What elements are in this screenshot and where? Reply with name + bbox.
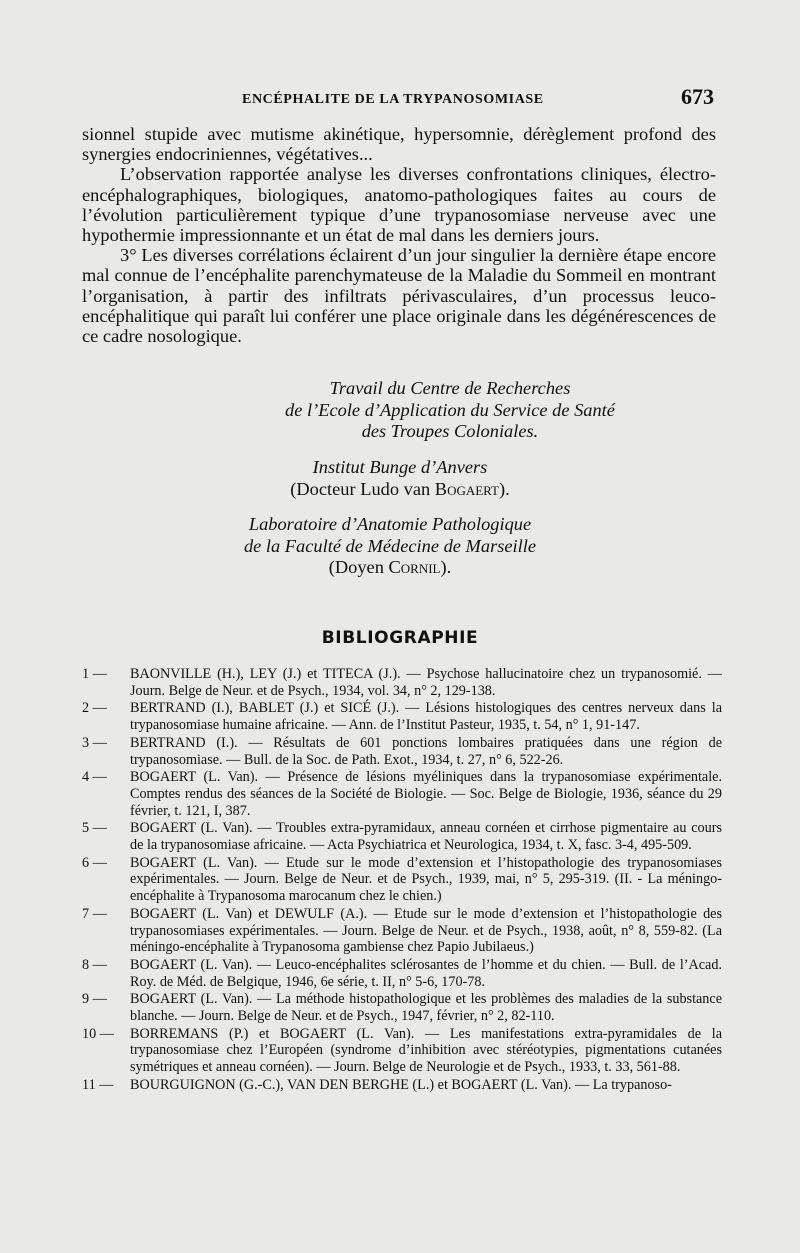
affiliation-line: Travail du Centre de Recherches [329,378,571,398]
reference-text: BAONVILLE (H.), LEY (J.) et TITECA (J.). — Psychose hallucinatoire chez un trypanosomié. — Journ. Belge de Neur. et de Psych., 1934, vol. 34, n° 2, 129-138. [130,666,722,699]
affiliation-block [150,378,750,443]
affiliation-line: Laboratoire d’Anatomie Pathologique [248,514,532,534]
reference-text: BOGAERT (L. Van). — La méthode histopathologique et les problèmes des maladies de la substance blanche. — Journ. Belge de Neur. et de Psych., 1947, février, n° 2, 82-110. [130,991,722,1025]
reference-item [82,957,722,990]
affiliation-line: Institut Bunge d’Anvers [312,457,488,477]
reference-number: 1 — [82,666,107,682]
reference-text: BOGAERT (L. Van) et DEWULF (A.). — Etude sur le mode d’extension et l’histopathologie des trypanosomiases expérimentales. — Journ. Belge de Neur. et de Psych., 1938, août, n° 8, 559-82. (La méningo-encéphalite à Trypanosoma gambiense chez Papio Jubilaeus.) [130,905,722,956]
director-suffix: ). [499,478,510,499]
reference-item [82,820,722,853]
paragraph: sionnel stupide avec mutisme akinétique, hypersomnie, dérèglement profond des synergies endocriniennes, végétatives... [82,124,716,165]
affiliation-block [100,457,700,500]
reference-item [82,769,722,819]
reference-text: BERTRAND (I.). — Résultats de 601 ponctions lombaires pratiquées dans une région de trypanosomiase. — Bull. de la Soc. de Path. Exot., 1934, t. 27, n° 6, 522-26. [130,734,722,768]
director-suffix: ). [440,557,452,577]
reference-item [82,1077,722,1094]
reference-number: 2 — [82,700,107,717]
reference-number: 11 — [82,1076,114,1093]
reference-item [82,855,722,905]
reference-item [82,991,722,1024]
reference-item [82,666,722,699]
reference-number: 8 — [82,956,107,973]
affiliation-line: de la Faculté de Médecine de Marseille [243,535,537,556]
reference-number: 10 — [82,1025,114,1042]
affiliation-block [90,514,690,579]
reference-number: 3 — [82,734,107,751]
reference-number: 4 — [82,769,107,786]
bibliography-heading: BIBLIOGRAPHIE [321,628,479,648]
page-number: 673 [681,84,714,109]
reference-number: 9 — [82,991,107,1008]
reference-text: BERTRAND (I.), BABLET (J.) et SICÉ (J.). — Lésions histologiques des centres nerveux dans la trypanosomiase humaine africaine. — Ann. de l’Institut Pasteur, 1935, t. 54, n° 1, 91-147. [130,700,722,734]
director-name: Cornil [388,557,441,577]
director-prefix: (Docteur Ludo van [290,478,435,499]
paragraph: L’observation rapportée analyse les diverses confrontations cliniques, électro-encéphalographiques, biologiques, anatomo-pathologiques faites au cours de l’évolution particulièrement typique d’une trypanosomiase nerveuse avec une hypothermie impressionnante et un état de mal dans les derniers jours. [82,164,716,246]
reference-number: 7 — [82,905,107,922]
reference-number: 5 — [82,820,107,837]
affiliation-director [90,557,690,579]
reference-text: BOURGUIGNON (G.-C.), VAN DEN BERGHE (L.) et BOGAERT (L. Van). — La trypanoso- [130,1076,672,1093]
reference-text: BOGAERT (L. Van). — Troubles extra-pyramidaux, anneau cornéen et cirrhose pigmentaire au cours de la trypanosomiase africaine. — Acta Psychiatrica et Neurologica, 1934, t. X, fasc. 3-4, 495-509. [130,820,722,854]
director-prefix: (Doyen [328,557,389,577]
body-text [82,124,716,346]
reference-text: BOGAERT (L. Van). — Leuco-encéphalites sclérosantes de l’homme et du chien. — Bull. de l’Acad. Roy. de Méd. de Belgique, 1946, 6e série, t. II, n° 5-6, 170-78. [130,956,722,990]
reference-text: BOGAERT (L. Van). — Etude sur le mode d’extension et l’histopathologie des trypanosomiases expérimentales. — Journ. Belge de Neur. et de Psych., 1939, mai, n° 5, 295-319. (II. - La méningo-encéphalite à Trypanosoma marocanum chez le chien.) [130,854,722,905]
affiliation-line: des Troupes Coloniales. [361,421,539,441]
running-title: ENCÉPHALITE DE LA TRYPANOSOMIASE [242,92,544,107]
reference-item [82,700,722,733]
reference-list [82,666,722,1095]
reference-item [82,735,722,768]
director-name: Bogaert [434,478,499,499]
affiliation-director [100,479,700,501]
paragraph: 3° Les diverses corrélations éclairent d’un jour singulier la dernière étape encore mal connue de l’encéphalite parenchymateuse de la Maladie du Sommeil en montrant l’organisation, à partir des infiltrats périvasculaires, d’un processus leuco-encéphalitique qui paraît lui conférer une place originale dans les dégénérescences de ce cadre nosologique. [82,245,716,347]
reference-text: BOGAERT (L. Van). — Présence de lésions myéliniques dans la trypanosomiase expérimentale. Comptes rendus des séances de la Société de Biologie. — Soc. Belge de Biologie, 1936, séance du 29 février, t. 121, I, 387. [130,769,722,819]
reference-text: BORREMANS (P.) et BOGAERT (L. Van). — Les manifestations extra-pyramidales de la trypanosomiase chez l’Européen (syndrome d’inhibition avec stéréotypies, pigmentations cutanées symétriques et anneau cornéen). — Journ. Belge de Neurologie et de Psych., 1933, t. 33, 561-88. [130,1025,722,1076]
reference-item [82,1026,722,1076]
page-header [82,84,722,114]
affiliation-line: de l’Ecole d’Application du Service de Santé [285,399,615,420]
reference-number: 6 — [82,854,107,871]
reference-item [82,906,722,956]
